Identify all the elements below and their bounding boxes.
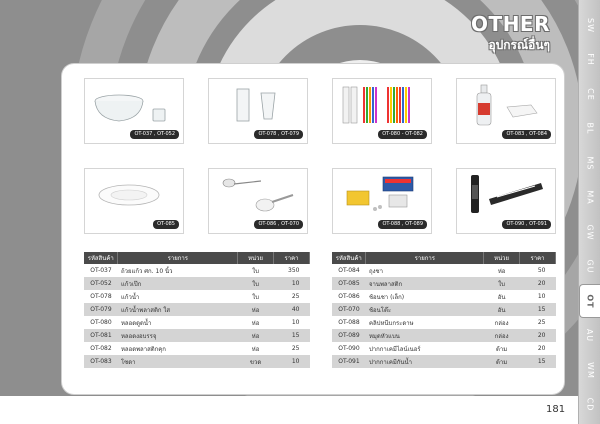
tab-label: SW [585, 17, 595, 33]
cell-code: OT-090 [332, 342, 366, 355]
marker-icon [457, 169, 555, 223]
cell-item: หลอดพลาสติกคุก [118, 342, 238, 355]
product-code-badge: OT-083 , OT-084 [502, 130, 551, 139]
tab-label: MA [585, 190, 595, 205]
product-code-badge: OT-037 , OT-052 [130, 130, 179, 139]
table-row [84, 290, 310, 303]
glass-bowl-icon [85, 79, 183, 133]
cell-code: OT-088 [332, 316, 366, 329]
spoon-icon [209, 169, 307, 223]
product-code-badge: OT-085 [153, 220, 179, 229]
cell-unit: ด้าม [484, 355, 520, 368]
table-row [84, 264, 310, 277]
cell-item: หมุดหัวแบน [366, 329, 484, 342]
table-row [84, 342, 310, 355]
cell-code: OT-082 [84, 342, 118, 355]
header-item: รายการ [366, 252, 484, 264]
header-unit: หน่วย [238, 252, 274, 264]
product-code-badge: OT-086 , OT-070 [254, 220, 303, 229]
cell-price: 25 [520, 316, 556, 329]
cell-price: 10 [274, 355, 310, 368]
product-card [456, 168, 556, 234]
cell-item: หลอดงอบรรจุ [118, 329, 238, 342]
cell-code: OT-089 [332, 329, 366, 342]
product-card [208, 168, 308, 234]
tab-bl[interactable] [581, 112, 599, 146]
header-unit: หน่วย [484, 252, 520, 264]
product-code-badge: OT-088 , OT-089 [378, 220, 427, 229]
header-price: ราคา [520, 252, 556, 264]
tab-wm[interactable] [581, 353, 599, 387]
cell-unit: ห่อ [238, 329, 274, 342]
catalog-panel [62, 64, 564, 394]
tab-label: MS [585, 156, 595, 170]
product-code-badge: OT-078 , OT-079 [254, 130, 303, 139]
cell-price: 25 [274, 342, 310, 355]
cell-item: ปากกาเคมีกันน้ำ [366, 355, 484, 368]
tab-ms[interactable] [581, 146, 599, 180]
cell-code: OT-084 [332, 264, 366, 277]
cell-code: OT-091 [332, 355, 366, 368]
tab-gu[interactable] [581, 250, 599, 284]
cell-code: OT-085 [332, 277, 366, 290]
tab-label: GU [585, 259, 595, 274]
cell-unit: ใบ [238, 277, 274, 290]
tab-label: FH [585, 53, 595, 66]
cell-code: OT-086 [332, 290, 366, 303]
table-row [84, 316, 310, 329]
product-card [456, 78, 556, 144]
cell-unit: ด้าม [484, 342, 520, 355]
cell-price: 15 [520, 303, 556, 316]
tab-label: GW [585, 223, 595, 241]
cell-price: 350 [274, 264, 310, 277]
page-footer-area [0, 396, 580, 424]
header-item: รายการ [118, 252, 238, 264]
table-header-row [332, 252, 556, 264]
table-row [332, 329, 556, 342]
cell-unit: ห่อ [238, 342, 274, 355]
header-code: รหัสสินค้า [84, 252, 118, 264]
tab-label: OT [585, 293, 595, 309]
tab-ot[interactable] [579, 284, 600, 318]
tab-sw[interactable] [581, 8, 599, 42]
cell-item: ช้อนโต๊ะ [366, 303, 484, 316]
table-row [332, 316, 556, 329]
cell-unit: กล่อง [484, 316, 520, 329]
cell-item: แก้วน้ำพลาสติก ใส [118, 303, 238, 316]
cell-price: 10 [520, 290, 556, 303]
straws-icon [333, 79, 431, 133]
cell-unit: อัน [484, 290, 520, 303]
cell-unit: กล่อง [484, 329, 520, 342]
product-card [332, 168, 432, 234]
cell-item: แก้วน้ำ [118, 290, 238, 303]
cell-code: OT-037 [84, 264, 118, 277]
cell-price: 20 [520, 277, 556, 290]
tab-label: BL [585, 122, 595, 135]
cell-price: 15 [520, 355, 556, 368]
page-subtitle: อุปกรณ์อื่นๆ [488, 38, 550, 52]
cell-price: 25 [274, 290, 310, 303]
tab-label: CE [585, 87, 595, 101]
cell-unit: ห่อ [238, 316, 274, 329]
section-tab-strip [578, 0, 600, 424]
plate-icon [85, 169, 183, 223]
table-row [332, 290, 556, 303]
price-table-right [332, 252, 556, 368]
cell-item: ถุงชา [366, 264, 484, 277]
tab-cd[interactable] [581, 388, 599, 422]
cell-unit: ขวด [238, 355, 274, 368]
product-card [84, 168, 184, 234]
cell-unit: ห่อ [484, 264, 520, 277]
cell-item: หลอดดูดน้ำ [118, 316, 238, 329]
cell-code: OT-070 [332, 303, 366, 316]
table-row [84, 355, 310, 368]
tab-label: AU [585, 328, 595, 343]
table-row [332, 303, 556, 316]
table-header-row [84, 252, 310, 264]
cell-item: แก้วเป๊ก [118, 277, 238, 290]
table-row [332, 342, 556, 355]
cell-item: โซดา [118, 355, 238, 368]
cell-code: OT-083 [84, 355, 118, 368]
cell-price: 10 [274, 277, 310, 290]
tab-ce[interactable] [581, 77, 599, 111]
table-row [332, 277, 556, 290]
header-price: ราคา [274, 252, 310, 264]
table-row [84, 329, 310, 342]
cell-code: OT-078 [84, 290, 118, 303]
product-card [84, 78, 184, 144]
cell-unit: ใบ [238, 264, 274, 277]
cell-unit: ใบ [238, 290, 274, 303]
tab-fh[interactable] [581, 43, 599, 77]
table-row [332, 355, 556, 368]
product-code-badge: OT-090 , OT-091 [502, 220, 551, 229]
cell-code: OT-052 [84, 277, 118, 290]
price-table-left [84, 252, 310, 368]
cell-price: 10 [274, 316, 310, 329]
tab-gw[interactable] [581, 215, 599, 249]
product-card [332, 78, 432, 144]
cell-unit: ห่อ [238, 303, 274, 316]
tab-label: WM [585, 361, 595, 379]
product-card [208, 78, 308, 144]
page-number: 181 [546, 404, 566, 415]
cell-item: ช้อนชา (เล็ก) [366, 290, 484, 303]
table-row [332, 264, 556, 277]
cell-unit: อัน [484, 303, 520, 316]
tab-label: CD [585, 397, 595, 412]
cell-price: 40 [274, 303, 310, 316]
tab-au[interactable] [581, 319, 599, 353]
tab-ma[interactable] [581, 181, 599, 215]
table-row [84, 277, 310, 290]
clips-icon [333, 169, 431, 223]
page-title: OTHER [471, 12, 550, 36]
header-code: รหัสสินค้า [332, 252, 366, 264]
cell-item: คลิปหนีบกระดาษ [366, 316, 484, 329]
cell-price: 20 [520, 342, 556, 355]
bottle-icon [457, 79, 555, 133]
cell-price: 20 [520, 329, 556, 342]
cell-code: OT-079 [84, 303, 118, 316]
table-row [84, 303, 310, 316]
cell-code: OT-080 [84, 316, 118, 329]
cell-item: จานพลาสติก [366, 277, 484, 290]
drinking-glass-icon [209, 79, 307, 133]
cell-unit: ใบ [484, 277, 520, 290]
cell-code: OT-081 [84, 329, 118, 342]
cell-item: ปากกาเคมีไลน์เนอร์ [366, 342, 484, 355]
cell-price: 15 [274, 329, 310, 342]
cell-item: ถ้วยแก้ว ศก. 10 นิ้ว [118, 264, 238, 277]
cell-price: 50 [520, 264, 556, 277]
product-code-badge: OT-080 - OT-082 [378, 130, 427, 139]
